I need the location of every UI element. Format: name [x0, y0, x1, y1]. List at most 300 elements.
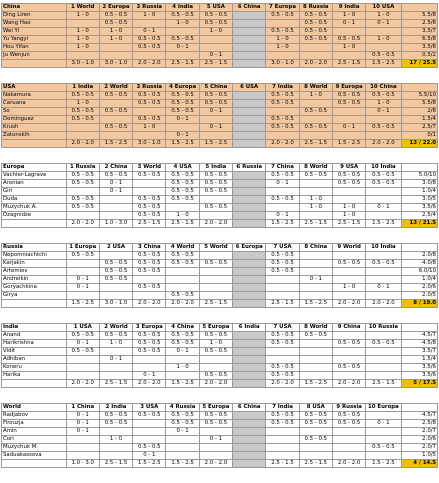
result-cell: 0 - 1 — [366, 20, 401, 28]
player-name: Dominguez — [2, 116, 67, 124]
player-name: Harika — [2, 372, 67, 380]
result-cell: 0.5 - 0.5 — [199, 180, 232, 188]
result-cell: 2.0 - 2.0 — [366, 300, 401, 308]
result-cell: 0.5 - 0.5 — [299, 332, 332, 340]
result-cell — [99, 100, 132, 108]
result-cell — [233, 260, 266, 268]
result-cell: 0.5 - 0.5 — [366, 444, 401, 452]
result-cell: 2.0 - 2.0 — [199, 380, 232, 388]
round-header: 3 Russia — [133, 84, 166, 92]
result-cell: 2.5 - 1.5 — [99, 460, 132, 468]
team-total: 17 / 25.5 — [401, 60, 437, 68]
result-cell — [233, 100, 266, 108]
round-header: 1 India — [66, 84, 99, 92]
result-cell — [233, 380, 266, 388]
result-cell — [366, 276, 401, 284]
result-cell: 0.5 - 0.5 — [166, 252, 199, 260]
result-cell: 1.5 - 2.5 — [166, 140, 199, 148]
player-name: Nepomniachtchi — [2, 252, 67, 260]
result-cell: 2.5 - 1.5 — [266, 300, 299, 308]
result-cell: 0.5 - 0.5 — [266, 92, 299, 100]
result-cell: 1 - 0 — [133, 12, 166, 20]
result-cell — [233, 348, 266, 356]
result-cell: 0 - 1 — [366, 108, 401, 116]
round-header: 4 China — [166, 324, 199, 332]
result-cell: 3.0 - 1.0 — [133, 140, 166, 148]
result-cell — [233, 436, 266, 444]
result-cell — [66, 20, 99, 28]
result-cell — [233, 44, 266, 52]
team-table-world — [1, 403, 438, 468]
result-cell: 1 - 0 — [99, 36, 132, 44]
result-cell: 2.0 - 2.0 — [66, 380, 99, 388]
result-cell: 0 - 1 — [66, 420, 99, 428]
round-header: 10 India — [366, 164, 401, 172]
round-header: 2 India — [99, 404, 132, 412]
result-cell: 0.5 - 0.5 — [266, 260, 299, 268]
result-cell: 0.5 - 0.5 — [366, 340, 401, 348]
result-cell: 1 - 0 — [366, 100, 401, 108]
result-cell: 0.5 - 0.5 — [166, 108, 199, 116]
player-score: 6.5/8 — [401, 36, 437, 44]
round-header: 1 USA — [66, 324, 99, 332]
table-row — [2, 444, 438, 452]
result-cell: 1.5 - 2.5 — [166, 380, 199, 388]
result-cell — [233, 172, 266, 180]
totals-row — [2, 140, 438, 148]
result-cell: 2.5 - 1.5 — [166, 220, 199, 228]
team-total: 5 / 17.5 — [401, 380, 437, 388]
result-cell: 0.5 - 0.5 — [99, 92, 132, 100]
result-cell — [233, 428, 266, 436]
result-cell: 0.5 - 0.5 — [299, 124, 332, 132]
player-score — [401, 404, 437, 412]
result-cell — [199, 276, 232, 284]
result-cell: 0.5 - 0.5 — [166, 188, 199, 196]
player-score: 0.5/2 — [401, 52, 437, 60]
result-cell: 0.5 - 0.5 — [266, 420, 299, 428]
result-cell — [332, 132, 365, 140]
player-name: Hou Yifan — [2, 44, 67, 52]
result-cell — [66, 212, 99, 220]
team-total: 13 / 22.0 — [401, 140, 437, 148]
result-cell — [233, 284, 266, 292]
result-cell: 0 - 1 — [266, 212, 299, 220]
result-cell: 0.5 - 0.5 — [266, 100, 299, 108]
result-cell: 1.5 - 2.5 — [332, 140, 365, 148]
result-cell: 0.5 - 0.5 — [66, 172, 99, 180]
result-cell: 0.5 - 0.5 — [133, 348, 166, 356]
table-row — [2, 28, 438, 36]
result-cell: 0.5 - 0.5 — [332, 180, 365, 188]
result-cell: 0.5 - 0.5 — [99, 172, 132, 180]
result-cell — [199, 132, 232, 140]
round-header: 4 Europa — [166, 84, 199, 92]
result-cell — [233, 28, 266, 36]
round-header: 3 Russia — [133, 4, 166, 12]
table-row — [2, 44, 438, 52]
result-cell: 3.0 - 1.0 — [266, 60, 299, 68]
result-cell — [366, 348, 401, 356]
result-cell: 2.0 - 2.0 — [266, 140, 299, 148]
result-cell: 2.5 - 1.5 — [299, 140, 332, 148]
result-cell: 0.5 - 0.5 — [133, 92, 166, 100]
result-cell: 0.5 - 0.5 — [199, 348, 232, 356]
player-name: Nakamura — [2, 92, 67, 100]
result-cell: 2.5 - 1.5 — [332, 220, 365, 228]
team-table-india — [1, 323, 438, 388]
round-header: 5 Europa — [199, 324, 232, 332]
player-name: Muzychuk M. — [2, 444, 67, 452]
result-cell: 0.5 - 0.5 — [66, 180, 99, 188]
result-cell: 2.0 - 2.0 — [299, 60, 332, 68]
result-cell — [99, 372, 132, 380]
result-cell: 3.0 - 1.0 — [99, 300, 132, 308]
player-name — [2, 60, 67, 68]
result-cell — [199, 116, 232, 124]
result-cell — [299, 212, 332, 220]
result-cell: 0 - 1 — [266, 180, 299, 188]
player-score: 3.0/8 — [401, 180, 437, 188]
table-row — [2, 332, 438, 340]
result-cell — [266, 52, 299, 60]
result-cell: 0.5 - 0.5 — [332, 100, 365, 108]
round-header: 1 Europa — [66, 244, 99, 252]
result-cell: 0 - 1 — [133, 28, 166, 36]
result-cell: 0.5 - 0.5 — [166, 340, 199, 348]
result-cell: 0.5 - 0.5 — [199, 12, 232, 20]
result-cell — [233, 204, 266, 212]
table-header — [2, 324, 438, 332]
result-cell — [166, 452, 199, 460]
result-cell — [299, 356, 332, 364]
result-cell — [233, 252, 266, 260]
player-score: 5.5/8 — [401, 12, 437, 20]
result-cell: 0 - 1 — [166, 44, 199, 52]
result-cell — [299, 348, 332, 356]
result-cell — [66, 436, 99, 444]
table-header — [2, 4, 438, 12]
result-cell: 0.5 - 0.5 — [199, 412, 232, 420]
result-cell: 0.5 - 0.5 — [199, 20, 232, 28]
result-cell — [166, 444, 199, 452]
result-cell: 0 - 1 — [133, 372, 166, 380]
result-cell: 0.5 - 0.5 — [299, 20, 332, 28]
round-header: 3 Europa — [133, 324, 166, 332]
result-cell: 0.5 - 0.5 — [133, 412, 166, 420]
table-row — [2, 348, 438, 356]
round-header: 5 China — [199, 84, 232, 92]
result-cell — [233, 268, 266, 276]
result-cell: 1 - 0 — [366, 36, 401, 44]
result-cell: 0.5 - 0.5 — [299, 436, 332, 444]
result-cell: 1.5 - 2.5 — [66, 300, 99, 308]
result-cell — [233, 12, 266, 20]
result-cell — [299, 100, 332, 108]
player-score: 3.5/6 — [401, 204, 437, 212]
player-name: Karjakin — [2, 260, 67, 268]
result-cell — [133, 180, 166, 188]
result-cell — [233, 108, 266, 116]
result-cell: 1 - 0 — [299, 92, 332, 100]
player-name: Zatonskih — [2, 132, 67, 140]
result-cell — [133, 428, 166, 436]
result-cell — [133, 364, 166, 372]
player-name: Duda — [2, 196, 67, 204]
result-cell: 1 - 0 — [266, 36, 299, 44]
table-row — [2, 92, 438, 100]
result-cell — [233, 60, 266, 68]
result-cell: 1 - 0 — [199, 28, 232, 36]
result-cell — [299, 44, 332, 52]
result-cell: 1 - 0 — [66, 12, 99, 20]
result-cell: 0 - 1 — [366, 284, 401, 292]
result-cell — [366, 212, 401, 220]
player-score: 2/6 — [401, 108, 437, 116]
player-name: Saduakassova — [2, 452, 67, 460]
totals-row — [2, 460, 438, 468]
team-name: China — [2, 4, 67, 12]
result-cell — [166, 356, 199, 364]
result-cell — [199, 44, 232, 52]
result-cell — [233, 20, 266, 28]
result-cell: 2.5 - 1.5 — [266, 460, 299, 468]
result-cell — [66, 356, 99, 364]
player-name: Cori — [2, 436, 67, 444]
result-cell: 2.0 - 2.0 — [199, 460, 232, 468]
player-name: Dzagnidze — [2, 212, 67, 220]
round-header: 10 USA — [366, 4, 401, 12]
result-cell — [99, 44, 132, 52]
player-name — [2, 220, 67, 228]
result-cell — [366, 436, 401, 444]
result-cell — [332, 276, 365, 284]
round-header: 5 World — [199, 244, 232, 252]
result-cell — [366, 188, 401, 196]
result-cell — [99, 252, 132, 260]
result-cell: 0.5 - 0.5 — [99, 124, 132, 132]
result-cell: 0.5 - 0.5 — [99, 108, 132, 116]
result-cell: 0.5 - 0.5 — [266, 412, 299, 420]
player-score — [401, 164, 437, 172]
round-header: 7 USA — [266, 244, 299, 252]
result-cell — [233, 212, 266, 220]
result-cell — [99, 116, 132, 124]
result-cell — [166, 372, 199, 380]
result-cell — [66, 52, 99, 60]
result-cell — [266, 452, 299, 460]
result-cell — [366, 196, 401, 204]
totals-row — [2, 220, 438, 228]
result-cell — [266, 20, 299, 28]
result-cell: 0.5 - 0.5 — [133, 36, 166, 44]
result-cell — [299, 52, 332, 60]
result-cell: 0.5 - 0.5 — [66, 348, 99, 356]
result-cell: 0.5 - 0.5 — [133, 204, 166, 212]
round-header: 6 China — [233, 404, 266, 412]
result-cell — [99, 428, 132, 436]
result-cell: 0.5 - 0.5 — [133, 44, 166, 52]
table-row — [2, 284, 438, 292]
table-row — [2, 124, 438, 132]
player-score: 3.5/7 — [401, 348, 437, 356]
result-cell: 2.0 - 2.0 — [166, 300, 199, 308]
result-cell — [366, 116, 401, 124]
result-cell — [233, 420, 266, 428]
result-cell — [266, 348, 299, 356]
player-name: Girya — [2, 292, 67, 300]
table-row — [2, 100, 438, 108]
player-score: 0/1 — [401, 132, 437, 140]
result-cell — [133, 420, 166, 428]
table-row — [2, 172, 438, 180]
player-score: 4.0/8 — [401, 260, 437, 268]
result-cell — [266, 276, 299, 284]
result-cell: 1 - 0 — [99, 436, 132, 444]
result-cell: 0.5 - 0.5 — [166, 292, 199, 300]
result-cell — [233, 220, 266, 228]
team-name: Russia — [2, 244, 67, 252]
team-name: USA — [2, 84, 67, 92]
result-cell: 0.5 - 0.5 — [66, 252, 99, 260]
result-cell: 0.5 - 0.5 — [366, 180, 401, 188]
result-cell: 0.5 - 0.5 — [133, 252, 166, 260]
result-cell: 0.5 - 0.5 — [332, 172, 365, 180]
result-cell: 0.5 - 0.5 — [66, 116, 99, 124]
result-cell: 2.0 - 2.0 — [332, 300, 365, 308]
result-cell: 0.5 - 0.5 — [366, 92, 401, 100]
player-name — [2, 300, 67, 308]
result-cell — [199, 292, 232, 300]
player-score: 1.0/4 — [401, 188, 437, 196]
round-header: 6 India — [233, 324, 266, 332]
player-score: 3.5/6 — [401, 44, 437, 52]
result-cell — [332, 252, 365, 260]
result-cell — [366, 452, 401, 460]
player-score: 3.5/7 — [401, 28, 437, 36]
result-cell — [233, 444, 266, 452]
result-cell — [366, 372, 401, 380]
result-cell — [332, 108, 365, 116]
result-cell: 0.5 - 0.5 — [166, 180, 199, 188]
team-table-usa — [1, 83, 438, 148]
result-cell: 0.5 - 0.5 — [99, 412, 132, 420]
result-cell: 0 - 1 — [66, 284, 99, 292]
result-cell: 0.5 - 0.5 — [99, 260, 132, 268]
player-score: 3.5/6 — [401, 364, 437, 372]
round-header: 3 World — [133, 164, 166, 172]
result-cell — [366, 332, 401, 340]
team-total: 4 / 14.5 — [401, 460, 437, 468]
result-cell — [366, 292, 401, 300]
round-header: 6 Russia — [233, 164, 266, 172]
result-cell: 2.5 - 1.5 — [366, 380, 401, 388]
result-cell: 0.5 - 0.5 — [166, 332, 199, 340]
result-cell: 0.5 - 0.5 — [266, 28, 299, 36]
result-cell — [299, 180, 332, 188]
result-cell: 0 - 1 — [133, 452, 166, 460]
result-cell — [199, 428, 232, 436]
team-name: World — [2, 404, 67, 412]
result-cell — [332, 372, 365, 380]
result-cell: 0.5 - 0.5 — [266, 372, 299, 380]
result-cell — [133, 356, 166, 364]
result-cell — [332, 348, 365, 356]
result-cell — [299, 452, 332, 460]
table-row — [2, 340, 438, 348]
result-cell — [233, 132, 266, 140]
result-cell: 1.5 - 2.5 — [266, 220, 299, 228]
result-cell — [166, 436, 199, 444]
result-cell: 0.5 - 0.5 — [199, 100, 232, 108]
result-cell: 2.0 - 2.0 — [133, 300, 166, 308]
round-header: 7 India — [266, 84, 299, 92]
result-cell: 0.5 - 0.5 — [133, 196, 166, 204]
result-cell — [299, 284, 332, 292]
player-score: 3.0/5 — [401, 196, 437, 204]
result-cell: 2.0 - 2.0 — [66, 220, 99, 228]
table-row — [2, 116, 438, 124]
result-cell — [233, 52, 266, 60]
result-cell — [99, 132, 132, 140]
player-score — [401, 84, 437, 92]
round-header: 7 Europa — [266, 4, 299, 12]
result-cell — [299, 292, 332, 300]
player-name: Wei Yi — [2, 28, 67, 36]
player-score: 2.5/8 — [401, 420, 437, 428]
table-row — [2, 420, 438, 428]
player-name: Yu Yangyi — [2, 36, 67, 44]
result-cell — [233, 124, 266, 132]
round-header: 3 USA — [133, 404, 166, 412]
player-score: 2.0/7 — [401, 428, 437, 436]
result-cell: 0.5 - 0.5 — [133, 340, 166, 348]
player-score: 2.5/4 — [401, 212, 437, 220]
result-cell — [266, 108, 299, 116]
player-score: 5.0/10 — [401, 172, 437, 180]
player-score: 4.5/7 — [401, 332, 437, 340]
result-cell — [233, 356, 266, 364]
result-cell — [99, 364, 132, 372]
result-cell: 0 - 1 — [66, 428, 99, 436]
result-cell — [332, 436, 365, 444]
result-cell — [332, 196, 365, 204]
result-cell: 1 - 0 — [66, 28, 99, 36]
team-total: 8 / 19.0 — [401, 300, 437, 308]
table-row — [2, 188, 438, 196]
result-cell — [332, 188, 365, 196]
result-cell: 0.5 - 0.5 — [266, 172, 299, 180]
result-cell — [133, 132, 166, 140]
result-cell — [166, 52, 199, 60]
result-cell: 1 - 0 — [166, 212, 199, 220]
result-cell: 0.5 - 0.5 — [166, 36, 199, 44]
result-cell — [233, 116, 266, 124]
player-name: Firouzja — [2, 420, 67, 428]
result-cell: 2.0 - 2.0 — [332, 380, 365, 388]
result-cell: 1 - 0 — [133, 124, 166, 132]
result-cell — [99, 52, 132, 60]
player-name: Caruana — [2, 100, 67, 108]
result-cell — [66, 124, 99, 132]
result-cell — [66, 292, 99, 300]
result-cell: 2.5 - 1.5 — [299, 220, 332, 228]
player-name: Artemiev — [2, 268, 67, 276]
player-score: 3.5/6 — [401, 372, 437, 380]
result-cell: 2.5 - 1.5 — [299, 460, 332, 468]
round-header: 6 USA — [233, 84, 266, 92]
result-cell — [133, 20, 166, 28]
